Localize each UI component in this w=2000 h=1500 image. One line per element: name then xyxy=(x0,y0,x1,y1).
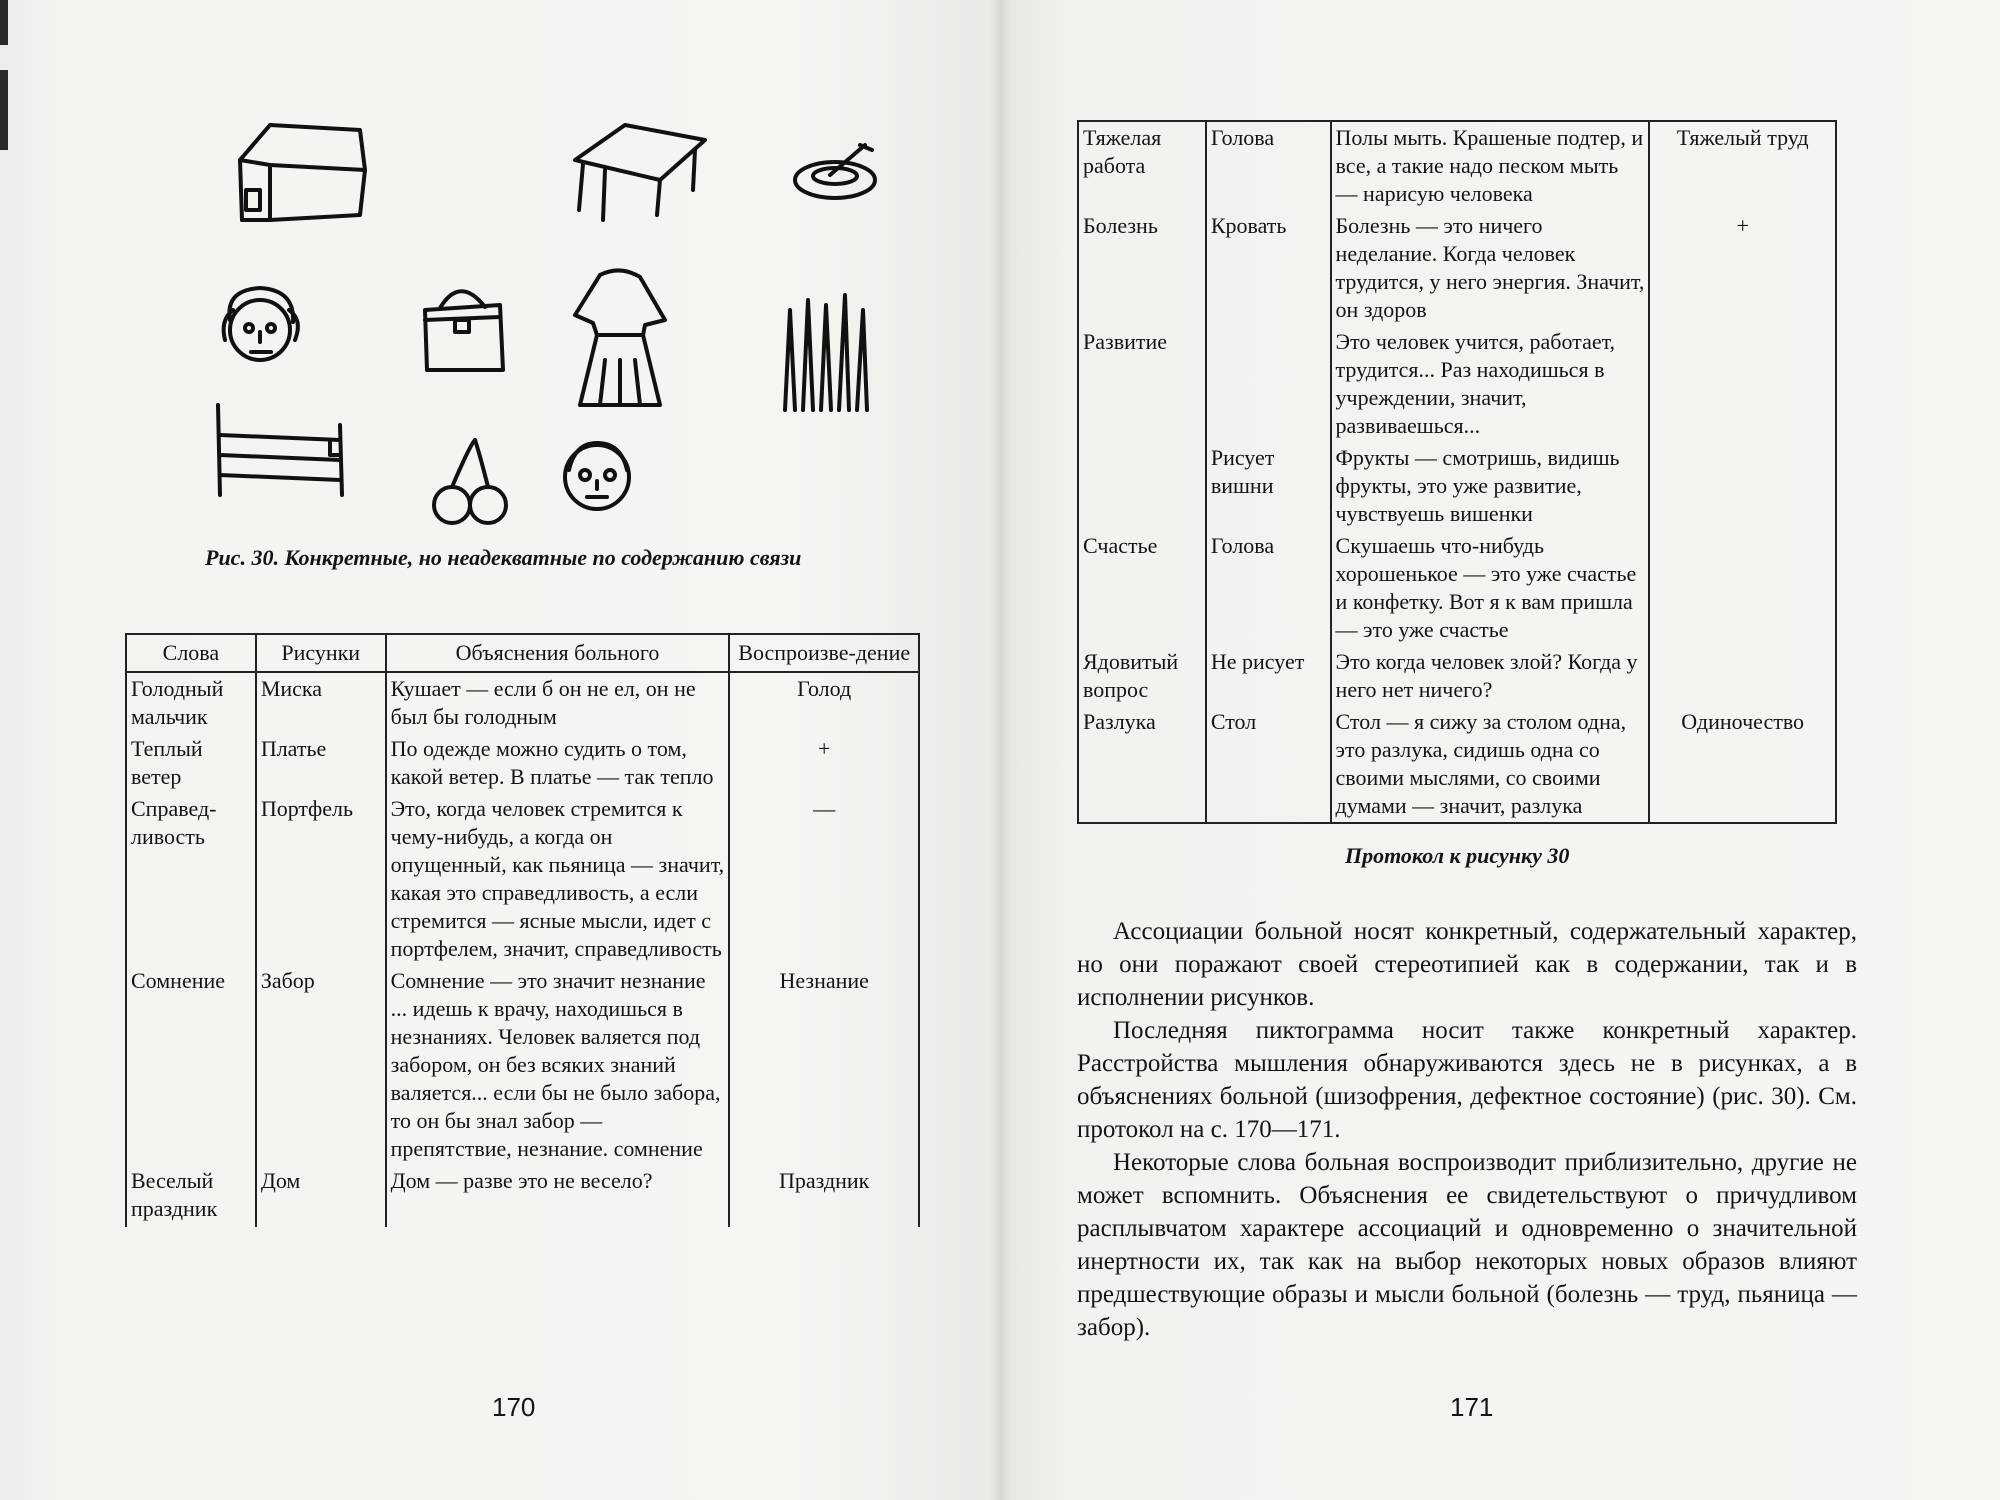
table-cell: + xyxy=(1649,210,1836,326)
bed-drawing xyxy=(210,395,350,505)
table-cell: Стол — я сижу за столом одна, это разлука, сидишь одна со своими мыслями, со своими думами — значит, разлука xyxy=(1331,706,1650,823)
table-cell xyxy=(1649,530,1836,646)
edge-mark xyxy=(0,70,8,150)
left-protocol-table xyxy=(125,633,920,1227)
table-row xyxy=(1078,646,1836,706)
paragraph: Последняя пиктограмма носит также конкретный характер. Расстройства мышления обнаруживаются здесь не в рисунках, а в объяснениях больной (шизофрения, дефектное состояние) (рис. 30). См. протокол на с. 170—171. xyxy=(1077,1017,1857,1143)
column-header: Воспроизве-дение xyxy=(729,634,919,672)
column-header: Слова xyxy=(126,634,256,672)
table-row xyxy=(126,1165,919,1227)
table-cell: Дом xyxy=(256,1165,386,1227)
dress-drawing xyxy=(565,265,670,415)
table-row xyxy=(1078,442,1836,530)
table-cell: Голова xyxy=(1206,530,1331,646)
column-header: Рисунки xyxy=(256,634,386,672)
table-cell: Миска xyxy=(256,672,386,733)
table-cell: Голод xyxy=(729,672,919,733)
table-cell: Кушает — если б он не ел, он не был бы голодным xyxy=(386,672,730,733)
table-row xyxy=(126,672,919,733)
figure-caption: Рис. 30. Конкретные, но неадекватные по содержанию связи xyxy=(205,545,802,570)
table-cell: Полы мыть. Крашеные подтер, и все, а такие надо песком мыть — нарисую человека xyxy=(1331,121,1650,210)
table-cell: По одежде можно судить о том, какой ветер. В платье — так тепло xyxy=(386,733,730,793)
table-drawing xyxy=(565,120,715,230)
table-cell: Кровать xyxy=(1206,210,1331,326)
table-cell: Голодный мальчик xyxy=(126,672,256,733)
table-cell xyxy=(1649,646,1836,706)
table-cell: Это когда человек злой? Когда у него нет ничего? xyxy=(1331,646,1650,706)
table-cell: Сомнение xyxy=(126,965,256,1165)
table-cell: — xyxy=(729,793,919,965)
cherries-drawing xyxy=(430,435,510,530)
table-row xyxy=(1078,326,1836,442)
body-text xyxy=(1077,915,1857,1344)
table-cell: Голова xyxy=(1206,121,1331,210)
table-cell: Стол xyxy=(1206,706,1331,823)
table-cell: Дом — разве это не весело? xyxy=(386,1165,730,1227)
table-cell xyxy=(1078,442,1206,530)
table-cell: Справед-ливость xyxy=(126,793,256,965)
column-header: Объяснения больного xyxy=(386,634,730,672)
table-row xyxy=(126,733,919,793)
edge-mark xyxy=(0,0,8,45)
table-cell: Забор xyxy=(256,965,386,1165)
bag-drawing xyxy=(415,275,510,375)
table-row xyxy=(1078,121,1836,210)
page-number: 171 xyxy=(1450,1392,1494,1422)
table-cell xyxy=(1649,326,1836,442)
table-cell: Болезнь xyxy=(1078,210,1206,326)
table-cell: Счастье xyxy=(1078,530,1206,646)
table-cell: Портфель xyxy=(256,793,386,965)
book-gutter xyxy=(990,0,1012,1500)
page-number: 170 xyxy=(492,1392,536,1422)
table-cell: Рисует вишни xyxy=(1206,442,1331,530)
table-cell: Одиночество xyxy=(1649,706,1836,823)
face-drawing xyxy=(555,435,640,520)
paragraph: Некоторые слова больная воспроизводит приблизительно, другие не может вспомнить. Объяснения ее свидетельствуют о причудливом расплывчатом характере ассоциаций и одновременно о значительной инертности их, так как на выбор некоторых новых образов влияют предшествующие образы и мысли больной (болезнь — труд, пьяница — забор). xyxy=(1077,1149,1857,1341)
table-cell: Болезнь — это ничего неделание. Когда человек трудится, у него энергия. Значит, он здоров xyxy=(1331,210,1650,326)
table-cell xyxy=(1206,326,1331,442)
table-cell: Разлука xyxy=(1078,706,1206,823)
table-cell: Ядовитый вопрос xyxy=(1078,646,1206,706)
right-protocol-table xyxy=(1077,120,1837,824)
table-cell: Незнание xyxy=(729,965,919,1165)
fence-drawing xyxy=(775,290,875,420)
table-cell: Скушаешь что-нибудь хорошенькое — это уже счастье и конфетку. Вот я к вам пришла — это уже счастье xyxy=(1331,530,1650,646)
table-cell: + xyxy=(729,733,919,793)
table-caption: Протокол к рисунку 30 xyxy=(1345,843,1570,868)
table-row xyxy=(126,965,919,1165)
house-drawing xyxy=(230,120,370,230)
table-cell xyxy=(1649,442,1836,530)
table-cell: Праздник xyxy=(729,1165,919,1227)
paragraph: Ассоциации больной носят конкретный, содержательный характер, но они поражают своей стереотипией как в содержании, так и в исполнении рисунков. xyxy=(1077,918,1857,1011)
table-cell: Тяжелый труд xyxy=(1649,121,1836,210)
bowl-drawing xyxy=(790,140,885,210)
table-cell: Тяжелая работа xyxy=(1078,121,1206,210)
table-cell: Фрукты — смотришь, видишь фрукты, это уже развитие, чувствуешь вишенки xyxy=(1331,442,1650,530)
table-row xyxy=(1078,706,1836,823)
table-header-row xyxy=(126,634,919,672)
table-cell: Развитие xyxy=(1078,326,1206,442)
table-cell: Сомнение — это значит незнание ... идешь к врачу, находишься в незнаниях. Человек валяется под забором, он без всяких знаний валяется... если бы не было забора, то он бы знал забор — препятствие, незнание. сомнение xyxy=(386,965,730,1165)
table-cell: Веселый праздник xyxy=(126,1165,256,1227)
pictogram-figure xyxy=(200,110,920,530)
table-cell: Это человек учится, работает, трудится... Раз находишься в учреждении, значит, развиваешься... xyxy=(1331,326,1650,442)
table-cell: Теплый ветер xyxy=(126,733,256,793)
table-cell: Это, когда человек стремится к чему-нибудь, а когда он опущенный, как пьяница — значит, какая это справедливость, а если стремится — ясные мысли, идет с портфелем, значит, справедливость xyxy=(386,793,730,965)
table-cell: Не рисует xyxy=(1206,646,1331,706)
table-row xyxy=(1078,210,1836,326)
table-cell: Платье xyxy=(256,733,386,793)
table-row xyxy=(126,793,919,965)
girl-face-drawing xyxy=(215,280,305,375)
table-row xyxy=(1078,530,1836,646)
